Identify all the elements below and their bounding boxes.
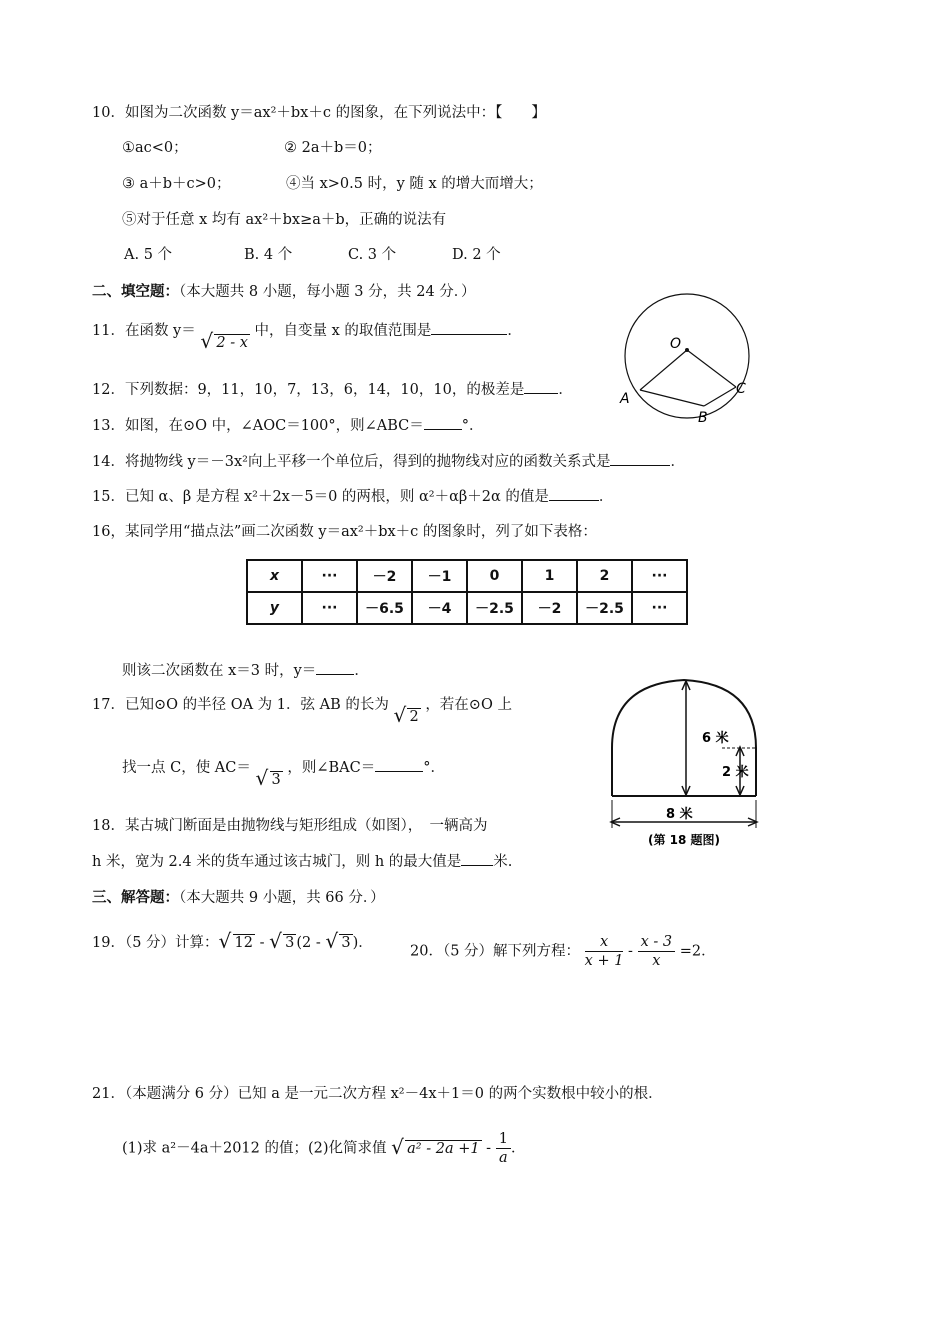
q13-circle-figure bbox=[612, 290, 762, 430]
q17-radicand-1: 2 bbox=[409, 709, 419, 725]
q20-f1-num: x bbox=[585, 933, 624, 952]
q18-line-1: 18．某古城门断面是由抛物线与矩形组成（如图）， 一辆高为 bbox=[92, 818, 488, 834]
q20-fraction-1 bbox=[585, 933, 624, 970]
circle-outline bbox=[625, 294, 749, 418]
q11-answer-blank[interactable] bbox=[431, 320, 507, 335]
table-cell: －2 bbox=[522, 592, 577, 624]
table-row-y bbox=[247, 592, 687, 624]
q10-statement-2: ② 2a＋b＝0； bbox=[284, 140, 382, 156]
q11 bbox=[92, 320, 522, 353]
label-a: A bbox=[620, 391, 630, 407]
table-header-x: x bbox=[247, 560, 302, 592]
q16-after: 则该二次函数在 x＝3 时，y＝ bbox=[122, 663, 317, 679]
q20-pre: 20．（5 分）解下列方程： bbox=[410, 943, 581, 960]
label-o: O bbox=[670, 336, 682, 352]
table-cell: 2 bbox=[577, 560, 632, 592]
q18-l2: h 米，宽为 2.4 米的货车通过该古城门，则 h 的最大值是 bbox=[92, 854, 462, 870]
q17-radicand-2: 3 bbox=[271, 772, 281, 788]
q15 bbox=[92, 486, 613, 507]
q13-answer-blank[interactable] bbox=[424, 415, 462, 430]
q12-text: 12．下列数据：9，11，10，7，13，6，14，10，10，的极差是 bbox=[92, 382, 525, 398]
q17-sqrt3: √ 3 bbox=[255, 766, 281, 790]
q12-answer-blank[interactable] bbox=[524, 379, 558, 394]
q11-radicand: 2 - x bbox=[216, 335, 248, 351]
q16-value-table bbox=[246, 559, 688, 625]
q14-answer-blank[interactable] bbox=[610, 451, 670, 466]
q15-text: 15．已知 α、β 是方程 x²＋2x－5＝0 的两根，则 α²＋αβ＋2α 的值是 bbox=[92, 489, 549, 505]
q17-line-1 bbox=[92, 695, 512, 727]
q16-stem: 16，某同学用“描点法”画二次函数 y＝ax²＋bx＋c 的图象时，列了如下表格： bbox=[92, 524, 597, 540]
q17-sqrt2: √ 2 bbox=[393, 703, 419, 727]
section-3-note: （本大题共 9 小题，共 66 分．） bbox=[179, 890, 385, 906]
table-cell: ··· bbox=[302, 560, 357, 592]
q19-paren: (2 - bbox=[296, 935, 326, 951]
section-2-heading bbox=[92, 282, 476, 302]
q19-radicand-2: 3 bbox=[285, 935, 295, 951]
q17-answer-blank[interactable] bbox=[375, 757, 423, 772]
segment-oc bbox=[687, 350, 736, 387]
table-cell: ··· bbox=[302, 592, 357, 624]
q21-radicand: a² - 2a +1 bbox=[407, 1140, 480, 1157]
q19-minus: - bbox=[255, 935, 270, 951]
q18-end: 米. bbox=[493, 854, 513, 870]
q21-parts bbox=[122, 1130, 525, 1167]
q21-f-den: a bbox=[498, 1150, 508, 1166]
q17-l1-post: ，若在⊙O 上 bbox=[425, 697, 512, 713]
q16-end: ． bbox=[354, 663, 369, 679]
table-row-x bbox=[247, 560, 687, 592]
table-cell: －6.5 bbox=[357, 592, 412, 624]
q15-answer-blank[interactable] bbox=[549, 486, 599, 501]
q11-end: ． bbox=[507, 323, 522, 339]
table-cell: ··· bbox=[632, 560, 687, 592]
table-cell: －1 bbox=[412, 560, 467, 592]
q17-l2-pre: 找一点 C，使 AC＝ bbox=[122, 760, 251, 776]
q16-question bbox=[122, 660, 369, 681]
q21-fraction bbox=[496, 1130, 511, 1167]
q12 bbox=[92, 379, 573, 400]
segment-ab bbox=[640, 390, 704, 406]
q11-radical: √ 2 - x bbox=[200, 329, 248, 353]
q10-statement-4: ④当 x>0.5 时，y 随 x 的增大而增大； bbox=[286, 176, 543, 192]
q21-radical: √ a² - 2a +1 bbox=[391, 1134, 480, 1159]
q10-stem: 10．如图为二次函数 y＝ax²＋bx＋c 的图象，在下列说法中：【 】 bbox=[92, 105, 546, 121]
q19-sqrt3-b: √ 3 bbox=[325, 929, 351, 953]
q18-gate-figure bbox=[604, 672, 764, 852]
q14-text: 14．将抛物线 y＝－3x²向上平移一个单位后，得到的抛物线对应的函数关系式是 bbox=[92, 454, 611, 470]
table-cell: －2.5 bbox=[467, 592, 522, 624]
table-cell: －4 bbox=[412, 592, 467, 624]
q10-statement-3: ③ a＋b＋c>0； bbox=[122, 176, 231, 192]
q20-rhs: =2． bbox=[675, 943, 716, 960]
q20-minus: - bbox=[623, 943, 638, 960]
q11-pre: 11．在函数 y＝ bbox=[92, 323, 196, 339]
section-3-title: 三、解答题： bbox=[92, 889, 179, 906]
q13 bbox=[92, 415, 484, 436]
q10-option-d: D. 2 个 bbox=[452, 247, 501, 263]
q21-end: ． bbox=[510, 1140, 526, 1157]
q17-l2-post: ，则∠BAC＝ bbox=[287, 760, 376, 776]
q21-minus: - bbox=[481, 1140, 496, 1157]
q13-end: °． bbox=[461, 418, 484, 434]
segment-oa bbox=[640, 350, 687, 390]
q10-statement-1: ①ac<0； bbox=[122, 140, 188, 156]
q20 bbox=[410, 933, 716, 970]
q19-pre: 19．（5 分）计算： bbox=[92, 935, 219, 951]
figure-caption: (第 18 题图) bbox=[648, 833, 721, 847]
table-cell: －2 bbox=[357, 560, 412, 592]
q16-answer-blank[interactable] bbox=[316, 660, 354, 675]
q12-end: ． bbox=[558, 382, 573, 398]
label-8m: 8 米 bbox=[666, 807, 693, 822]
q19-sqrt12: √ 12 bbox=[218, 929, 253, 953]
q21-p1: (1)求 a²－4a＋2012 的值；(2)化简求值 bbox=[122, 1140, 387, 1157]
table-header-y: y bbox=[247, 592, 302, 624]
label-c: C bbox=[736, 381, 746, 397]
label-b: B bbox=[698, 410, 708, 426]
q19-sqrt3-a: √ 3 bbox=[269, 929, 295, 953]
q15-end: ． bbox=[598, 489, 614, 505]
table-cell: －2.5 bbox=[577, 592, 632, 624]
q13-text: 13．如图，在⊙O 中，∠AOC＝100°，则∠ABC＝ bbox=[92, 418, 424, 434]
q14-end: ． bbox=[670, 454, 685, 470]
q20-fraction-2 bbox=[638, 933, 676, 970]
segment-bc bbox=[704, 387, 736, 406]
q17-end: °． bbox=[423, 760, 445, 776]
table-cell: 0 bbox=[467, 560, 522, 592]
table-cell: 1 bbox=[522, 560, 577, 592]
q19-radicand-3: 3 bbox=[341, 935, 351, 951]
q20-f2-num: x - 3 bbox=[638, 933, 676, 952]
q20-f1-den: x + 1 bbox=[584, 953, 624, 969]
q17-line-2 bbox=[122, 757, 445, 790]
q19 bbox=[92, 929, 373, 953]
q21-stem: 21．（本题满分 6 分）已知 a 是一元二次方程 x²－4x＋1＝0 的两个实数根中较小的根． bbox=[92, 1086, 663, 1102]
section-3-heading bbox=[92, 888, 385, 908]
q10-option-a: A. 5 个 bbox=[124, 247, 173, 263]
table-cell: ··· bbox=[632, 592, 687, 624]
q19-radicand-1: 12 bbox=[234, 935, 253, 951]
q17-l1-pre: 17．已知⊙O 的半径 OA 为 1．弦 AB 的长为 bbox=[92, 697, 389, 713]
q10-option-c: C. 3 个 bbox=[348, 247, 397, 263]
label-2m: 2 米 bbox=[722, 765, 749, 780]
q11-post: 中，自变量 x 的取值范围是 bbox=[254, 323, 432, 339]
label-6m: 6 米 bbox=[702, 731, 729, 746]
section-2-note: （本大题共 8 小题，每小题 3 分，共 24 分．） bbox=[179, 284, 476, 300]
q18-answer-blank[interactable] bbox=[461, 851, 493, 866]
section-2-title: 二、填空题： bbox=[92, 283, 179, 300]
q10-statement-5: ⑤对于任意 x 均有 ax²＋bx≥a＋b，正确的说法有 bbox=[122, 212, 447, 228]
q19-close: )． bbox=[352, 935, 373, 951]
q18-line-2 bbox=[92, 851, 512, 872]
q21-f-num: 1 bbox=[496, 1130, 511, 1149]
q14 bbox=[92, 451, 685, 472]
q20-f2-den: x bbox=[652, 953, 661, 969]
q10-option-b: B. 4 个 bbox=[244, 247, 293, 263]
